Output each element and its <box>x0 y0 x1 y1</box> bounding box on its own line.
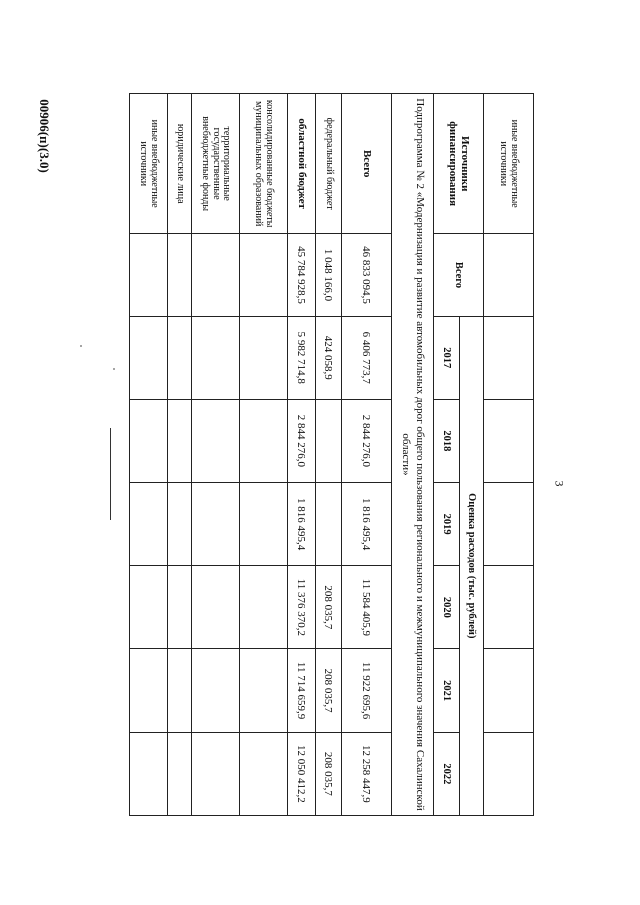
table-row <box>240 94 288 816</box>
cell-value <box>240 316 288 399</box>
cell-value: 11 376 370,2 <box>288 566 316 649</box>
cell-total <box>168 234 192 316</box>
cell-value: 424 058,9 <box>316 316 342 399</box>
cell-value: 12 050 412,2 <box>288 732 316 815</box>
cell-value <box>240 399 288 482</box>
row-label: юридические лица <box>168 94 192 234</box>
cell-value: 12 258 447,9 <box>342 732 392 815</box>
header-estimate: Оценка расходов (тыс. рублей) <box>460 316 484 815</box>
table-row <box>342 94 392 816</box>
cell-value <box>240 566 288 649</box>
row-label: территориальные государственные внебюджетные фонды <box>192 94 240 234</box>
cell-value <box>316 483 342 566</box>
cell-value <box>168 483 192 566</box>
row-label: Всего <box>342 94 392 234</box>
header-year: 2020 <box>434 566 460 649</box>
header-source: Источники финансирования <box>434 94 484 234</box>
header-year: 2022 <box>434 732 460 815</box>
cell-value <box>192 399 240 482</box>
cell-value: 11 922 695,6 <box>342 649 392 732</box>
cell-value <box>168 316 192 399</box>
cell-value: 6 406 773,7 <box>342 316 392 399</box>
cell-value: 208 035,7 <box>316 732 342 815</box>
cell-value <box>192 732 240 815</box>
cell-value: 11 584 405,9 <box>342 566 392 649</box>
table-row <box>288 94 316 816</box>
row-label: иные внебюджетные источники <box>484 94 534 234</box>
subprogram-row <box>392 94 434 816</box>
cell-value <box>240 649 288 732</box>
cell-total: 46 833 094,5 <box>342 234 392 316</box>
table-row <box>192 94 240 816</box>
cell-value <box>240 732 288 815</box>
cell-value: 208 035,7 <box>316 649 342 732</box>
cell-value: 1 816 495,4 <box>342 483 392 566</box>
row-label: областной бюджет <box>288 94 316 234</box>
cell-value: 11 714 659,9 <box>288 649 316 732</box>
cell-value <box>130 566 168 649</box>
cell-total <box>130 234 168 316</box>
table-row <box>168 94 192 816</box>
cell-value <box>130 399 168 482</box>
cell-value <box>130 649 168 732</box>
signature-line <box>110 428 111 520</box>
header-year: 2021 <box>434 649 460 732</box>
budget-table <box>129 93 534 816</box>
header-year: 2018 <box>434 399 460 482</box>
cell-value: 208 035,7 <box>316 566 342 649</box>
scan-speck <box>113 368 115 370</box>
cell-value <box>130 732 168 815</box>
scan-speck <box>80 345 82 347</box>
cell-value <box>192 566 240 649</box>
row-label: консолидированные бюджеты муниципальных образований <box>240 94 288 234</box>
row-label: иные внебюджетные источники <box>130 94 168 234</box>
subprogram-title: Подпрограмма № 2 «Модернизация и развитие автомобильных дорог общего пользования регионального и межмуниципального значения Сахалинской области» <box>392 94 434 816</box>
header-year: 2017 <box>434 316 460 399</box>
budget-table-wrapper <box>138 93 534 816</box>
document-code: 00906(п)(3.0) <box>37 99 52 173</box>
cell-total: 45 784 928,5 <box>288 234 316 316</box>
cell-value <box>168 732 192 815</box>
header-total: Всего <box>434 234 484 316</box>
cell-value <box>168 566 192 649</box>
cell-value: 2 844 276,0 <box>288 399 316 482</box>
table-row <box>316 94 342 816</box>
header-year: 2019 <box>434 483 460 566</box>
header-row <box>460 94 484 816</box>
cell-value: 5 982 714,8 <box>288 316 316 399</box>
cell-value <box>192 649 240 732</box>
cell-value <box>130 316 168 399</box>
cell-value <box>240 483 288 566</box>
cell-value <box>192 483 240 566</box>
cell-value <box>316 399 342 482</box>
table-row <box>484 94 534 816</box>
cell-value <box>168 649 192 732</box>
cell-value <box>130 483 168 566</box>
cell-total: 1 048 166,0 <box>316 234 342 316</box>
page-number: 3 <box>552 480 567 487</box>
cell-total <box>192 234 240 316</box>
cell-value <box>168 399 192 482</box>
cell-value: 1 816 495,4 <box>288 483 316 566</box>
cell-value: 2 844 276,0 <box>342 399 392 482</box>
table-row <box>130 94 168 816</box>
row-label: федеральный бюджет <box>316 94 342 234</box>
cell-total <box>240 234 288 316</box>
cell-value <box>192 316 240 399</box>
